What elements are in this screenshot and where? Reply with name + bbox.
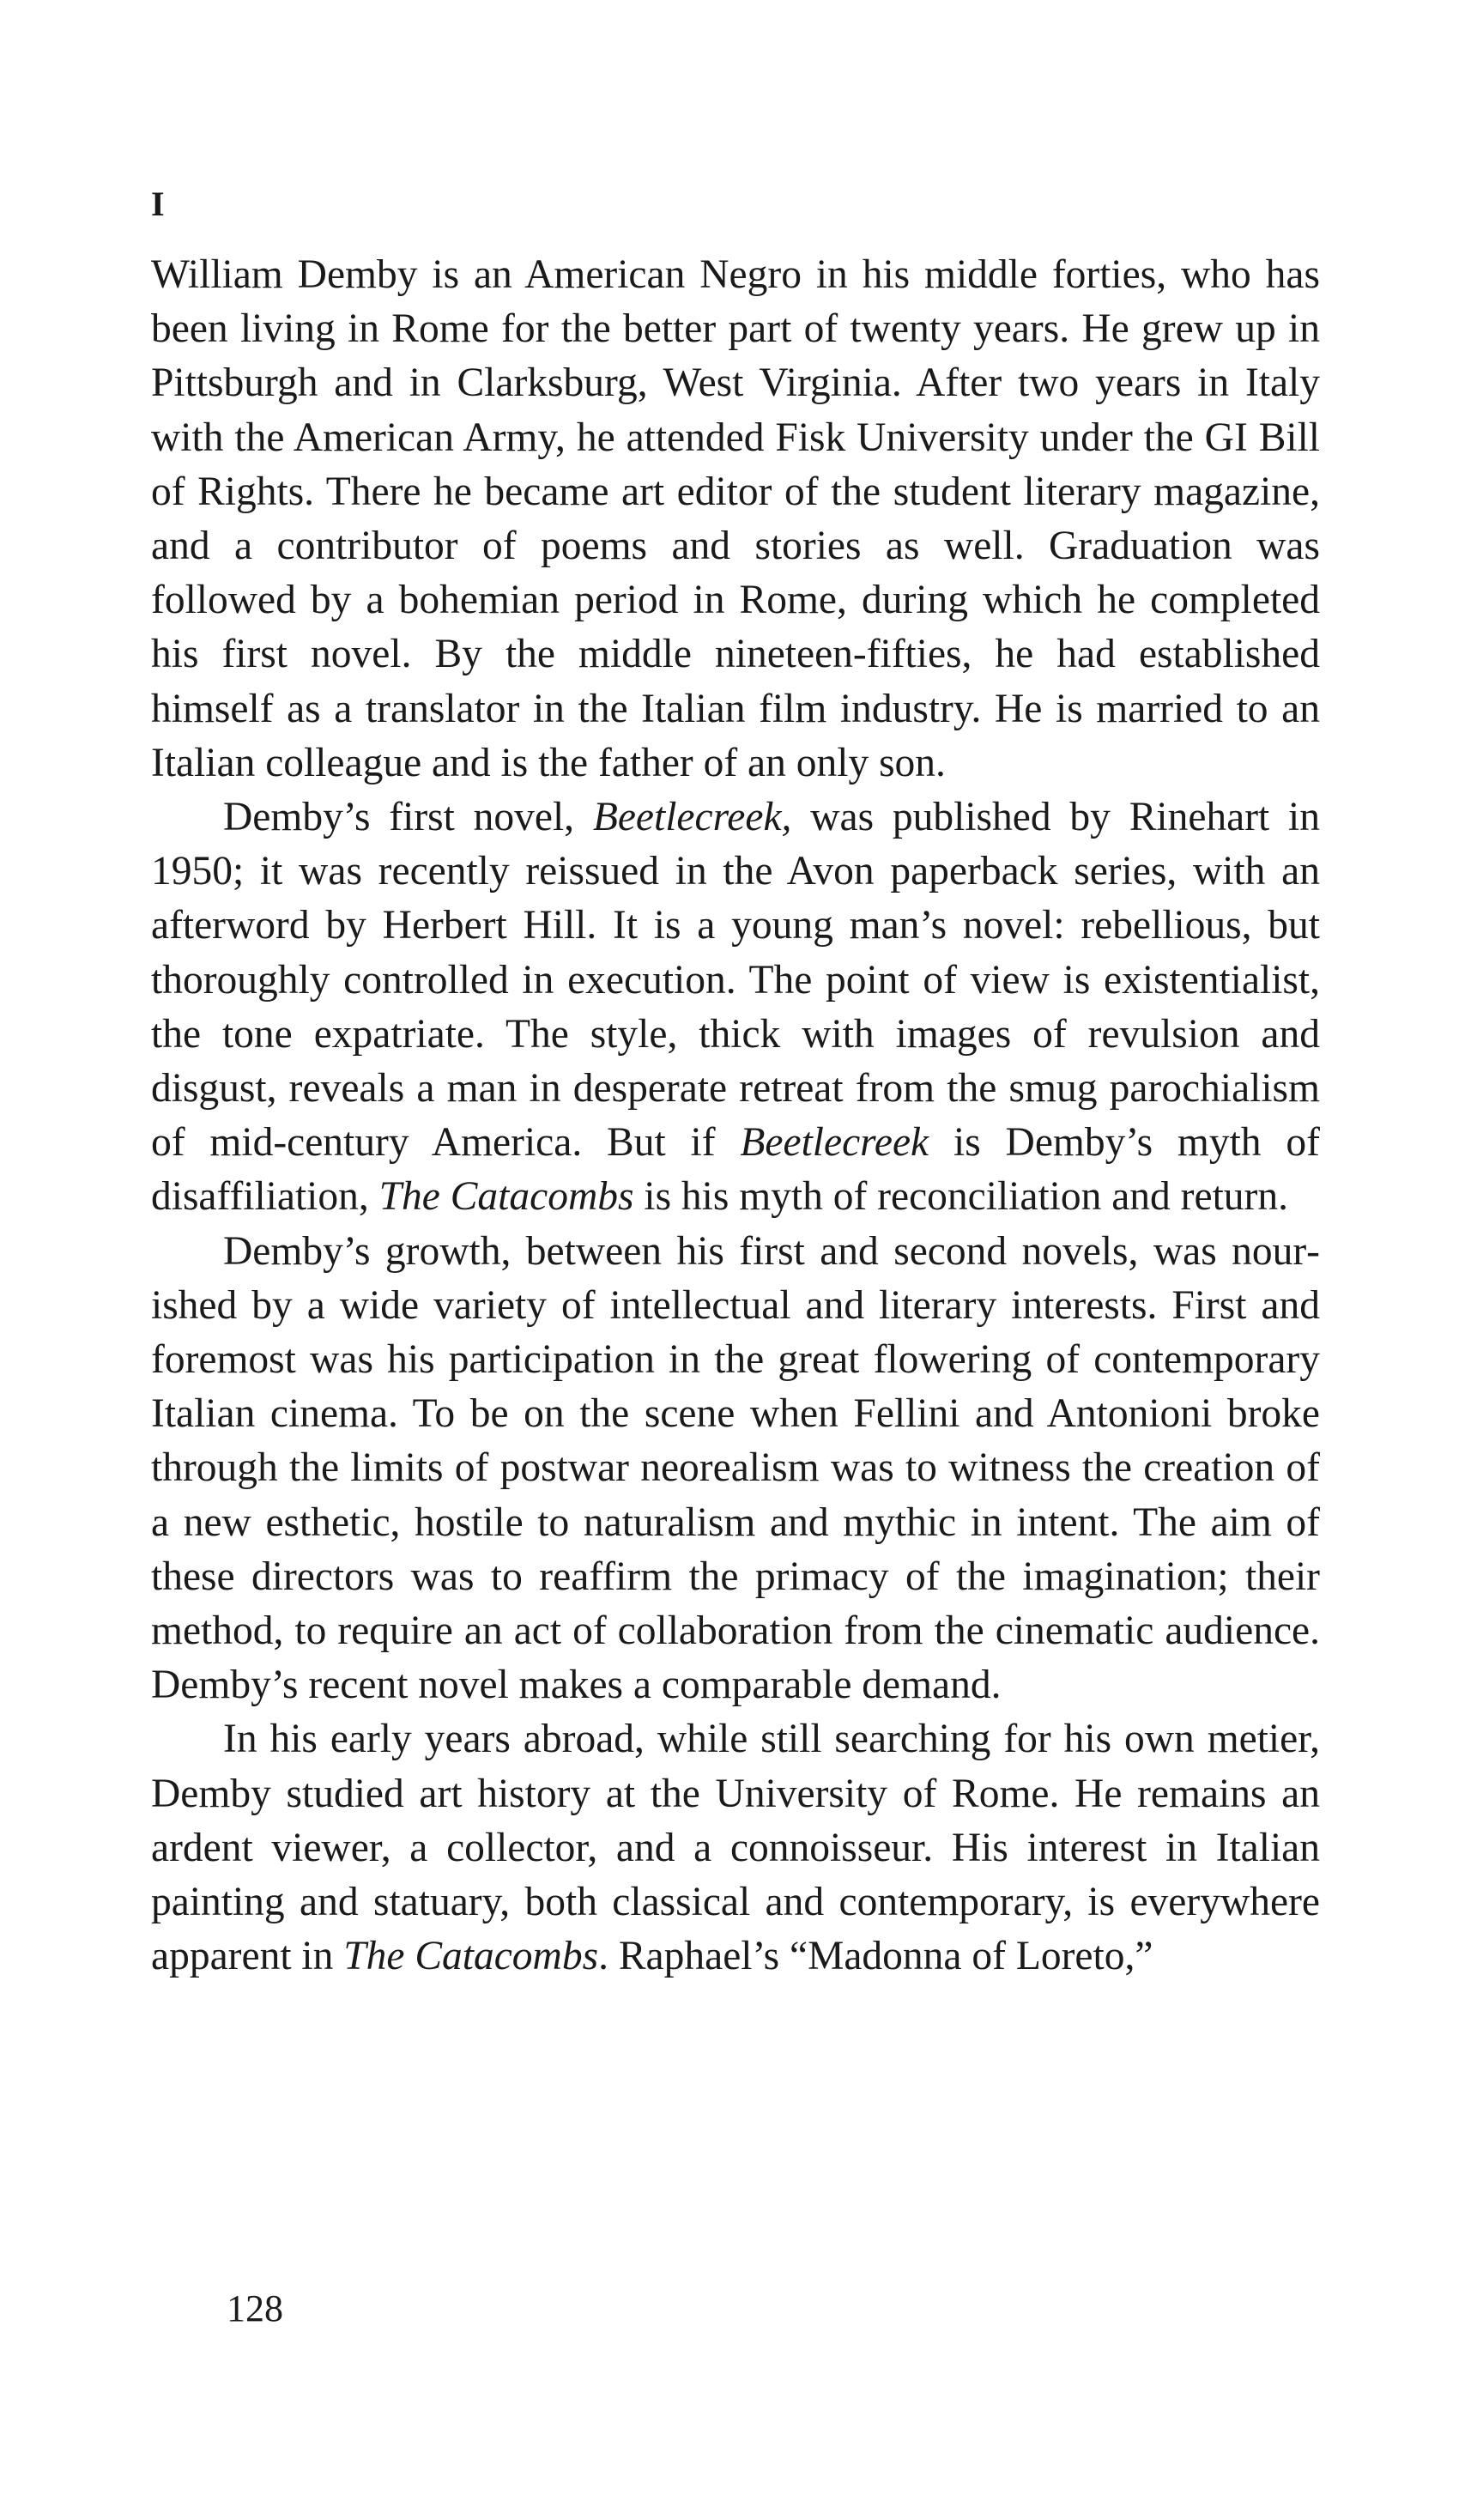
book-title-beetlecreek: Beetlecreek, (592, 795, 792, 840)
paragraph-text: In his early years abroad, while still searching for his own metier, Demby studied art history at the University of Rome. He remains an ardent viewer, a collector, and a connoisseur. His interest in Italian painting and statuary, both classical and contemporary, is everywhere apparent in (151, 1717, 1320, 1979)
paragraph-2 (151, 791, 1320, 1225)
paragraph-text: is his myth of reconciliation and return. (633, 1174, 1288, 1220)
paragraph-text: is Demby’s myth of disaffiliation, (151, 1120, 1320, 1220)
paragraph-text: Demby’s first novel, (223, 795, 593, 840)
section-marker: I (151, 185, 165, 223)
paragraph-text: Demby’s growth, between his first and second novels, was nourished by a wide variety of intellectual and literary interests. First and foremost was his participation in the great flowering of contemporary Italian cinema. To be on the scene when Fellini and Antonioni broke through the limits of postwar neorealism was to witness the creation of a new esthetic, hostile to naturalism and mythic in intent. The aim of these directors was to reaffirm the primacy of the imagination; their method, to require an act of collaboration from the cinematic audience. Demby’s recent novel makes a comparable demand. (151, 1228, 1320, 1708)
paragraph-text: was published by Rinehart in 1950; it was recently reissued in the Avon paperback series, with an afterword by Herbert Hill. It is a young man’s novel: rebellious, but thoroughly controlled in execution. The point of view is existentialist, the tone expatriate. The style, thick with images of revulsion and disgust, reveals a man in desperate retreat from the smug parochialism of mid-century America. But if (151, 795, 1320, 1166)
book-title-the-catacombs: The Catacombs (343, 1934, 599, 1979)
page-number: 128 (227, 2287, 283, 2329)
paragraph-text: William Demby is an American Negro in his middle forties, who has been living in Rome for the better part of twenty years. He grew up in Pittsburgh and in Clarksburg, West Virginia. After two years in Italy with the American Army, he attended Fisk University under the GI Bill of Rights. There he became art editor of the student literary magazine, and a contributor of poems and stories as well. Graduation was followed by a bohemian period in Rome, during which he completed his first novel. By the middle nineteen-fifties, he had established himself as a translator in the Italian film industry. He is married to an Italian colleague and is the father of an only son. (151, 252, 1320, 785)
book-title-beetlecreek: Beetlecreek (740, 1120, 929, 1166)
paragraph-1 (151, 248, 1320, 791)
paragraph-3 (151, 1225, 1320, 1713)
paragraph-text: . Raphael’s “Madonna of Loreto,” (598, 1934, 1153, 1979)
body-text (151, 248, 1320, 1984)
paragraph-4 (151, 1712, 1320, 1984)
book-title-the-catacombs: The Catacombs (378, 1174, 634, 1220)
